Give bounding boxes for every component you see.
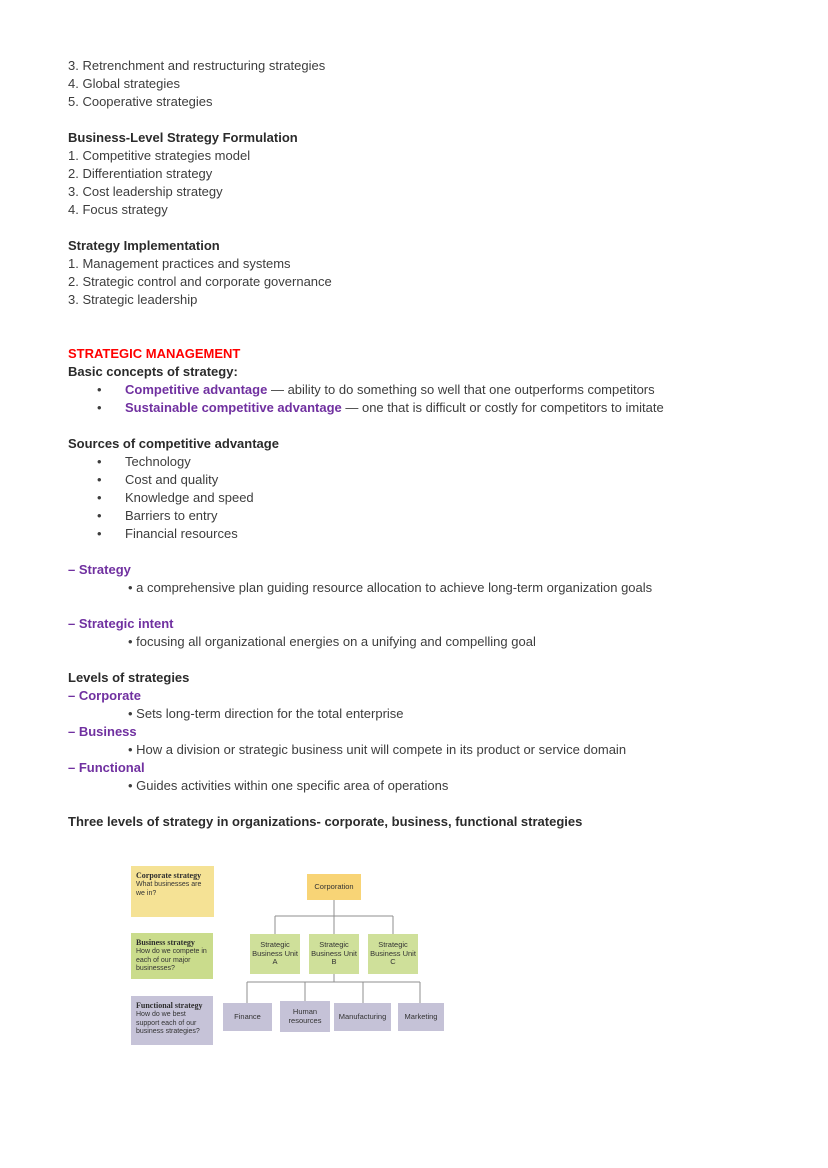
business-level-section	[68, 129, 788, 219]
legend-text: How do we best support each of our business strategies?	[136, 1011, 200, 1035]
section-heading: Business-Level Strategy Formulation	[68, 130, 298, 145]
list-item: 2. Strategic control and corporate governance	[68, 274, 332, 289]
legend-corporate-strategy	[131, 866, 214, 917]
strategic-intent-definition	[68, 615, 788, 651]
definition-description: • focusing all organizational energies on a unifying and compelling goal	[68, 633, 788, 651]
implementation-section	[68, 237, 788, 309]
strategic-management-section	[68, 345, 788, 417]
legend-title: Business strategy	[136, 938, 195, 947]
legend-text: How do we compete in each of our major businesses?	[136, 948, 207, 972]
node-manufacturing: Manufacturing	[334, 1003, 391, 1031]
list-item: 4. Global strategies	[68, 76, 181, 91]
strategy-levels-diagram	[68, 858, 788, 1058]
concept-term: Sustainable competitive advantage	[125, 400, 342, 415]
concept-item	[68, 381, 788, 399]
definition-term: – Strategy	[68, 562, 131, 577]
node-sbu-a: Strategic Business Unit A	[250, 934, 300, 974]
list-item: 4. Focus strategy	[68, 202, 168, 217]
list-item: • Barriers to entry	[68, 507, 788, 525]
list-item: 2. Differentiation strategy	[68, 166, 213, 181]
definition-term: – Strategic intent	[68, 616, 174, 631]
strategy-definition	[68, 561, 788, 597]
legend-title: Functional strategy	[136, 1001, 203, 1010]
list-item: 3. Strategic leadership	[68, 292, 198, 307]
list-item: 3. Cost leadership strategy	[68, 184, 223, 199]
list-item: • Financial resources	[68, 525, 788, 543]
levels-section	[68, 669, 788, 795]
legend-title: Corporate strategy	[136, 871, 202, 880]
concept-definition: — one that is difficult or costly for competitors to imitate	[345, 400, 664, 415]
legend-text: What businesses are we in?	[136, 881, 202, 897]
level-term: – Corporate	[68, 688, 141, 703]
concept-definition: — ability to do something so well that one outperforms competitors	[270, 382, 655, 397]
node-sbu-b: Strategic Business Unit B	[309, 934, 359, 974]
level-description: • How a division or strategic business unit will compete in its product or service domain	[68, 741, 788, 759]
legend-functional-strategy	[131, 996, 213, 1045]
list-item: • Cost and quality	[68, 471, 788, 489]
sources-section	[68, 435, 788, 543]
grand-strategies-list	[68, 57, 788, 111]
page-title: STRATEGIC MANAGEMENT	[68, 346, 241, 361]
section-heading: Levels of strategies	[68, 670, 190, 685]
level-term: – Business	[68, 724, 137, 739]
list-item: 1. Management practices and systems	[68, 256, 291, 271]
level-description: • Guides activities within one specific area of operations	[68, 777, 788, 795]
list-item: 1. Competitive strategies model	[68, 148, 251, 163]
legend-business-strategy	[131, 933, 213, 979]
list-item: • Technology	[68, 453, 788, 471]
section-heading: Basic concepts of strategy:	[68, 364, 238, 379]
node-sbu-c: Strategic Business Unit C	[368, 934, 418, 974]
definition-description: • a comprehensive plan guiding resource allocation to achieve long-term organization goals	[68, 579, 788, 597]
level-description: • Sets long-term direction for the total enterprise	[68, 705, 788, 723]
list-item: 5. Cooperative strategies	[68, 94, 213, 109]
list-item: • Knowledge and speed	[68, 489, 788, 507]
node-marketing: Marketing	[398, 1003, 444, 1031]
list-item: 3. Retrenchment and restructuring strategies	[68, 58, 326, 73]
concept-term: Competitive advantage	[125, 382, 268, 397]
level-term: – Functional	[68, 760, 145, 775]
node-finance: Finance	[223, 1003, 272, 1031]
section-heading: Strategy Implementation	[68, 238, 220, 253]
node-corporation: Corporation	[307, 874, 361, 900]
node-human-resources: Human resources	[280, 1001, 330, 1032]
concept-item	[68, 399, 788, 417]
diagram-heading: Three levels of strategy in organizations- corporate, business, functional strategies	[68, 814, 583, 829]
section-heading: Sources of competitive advantage	[68, 436, 279, 451]
